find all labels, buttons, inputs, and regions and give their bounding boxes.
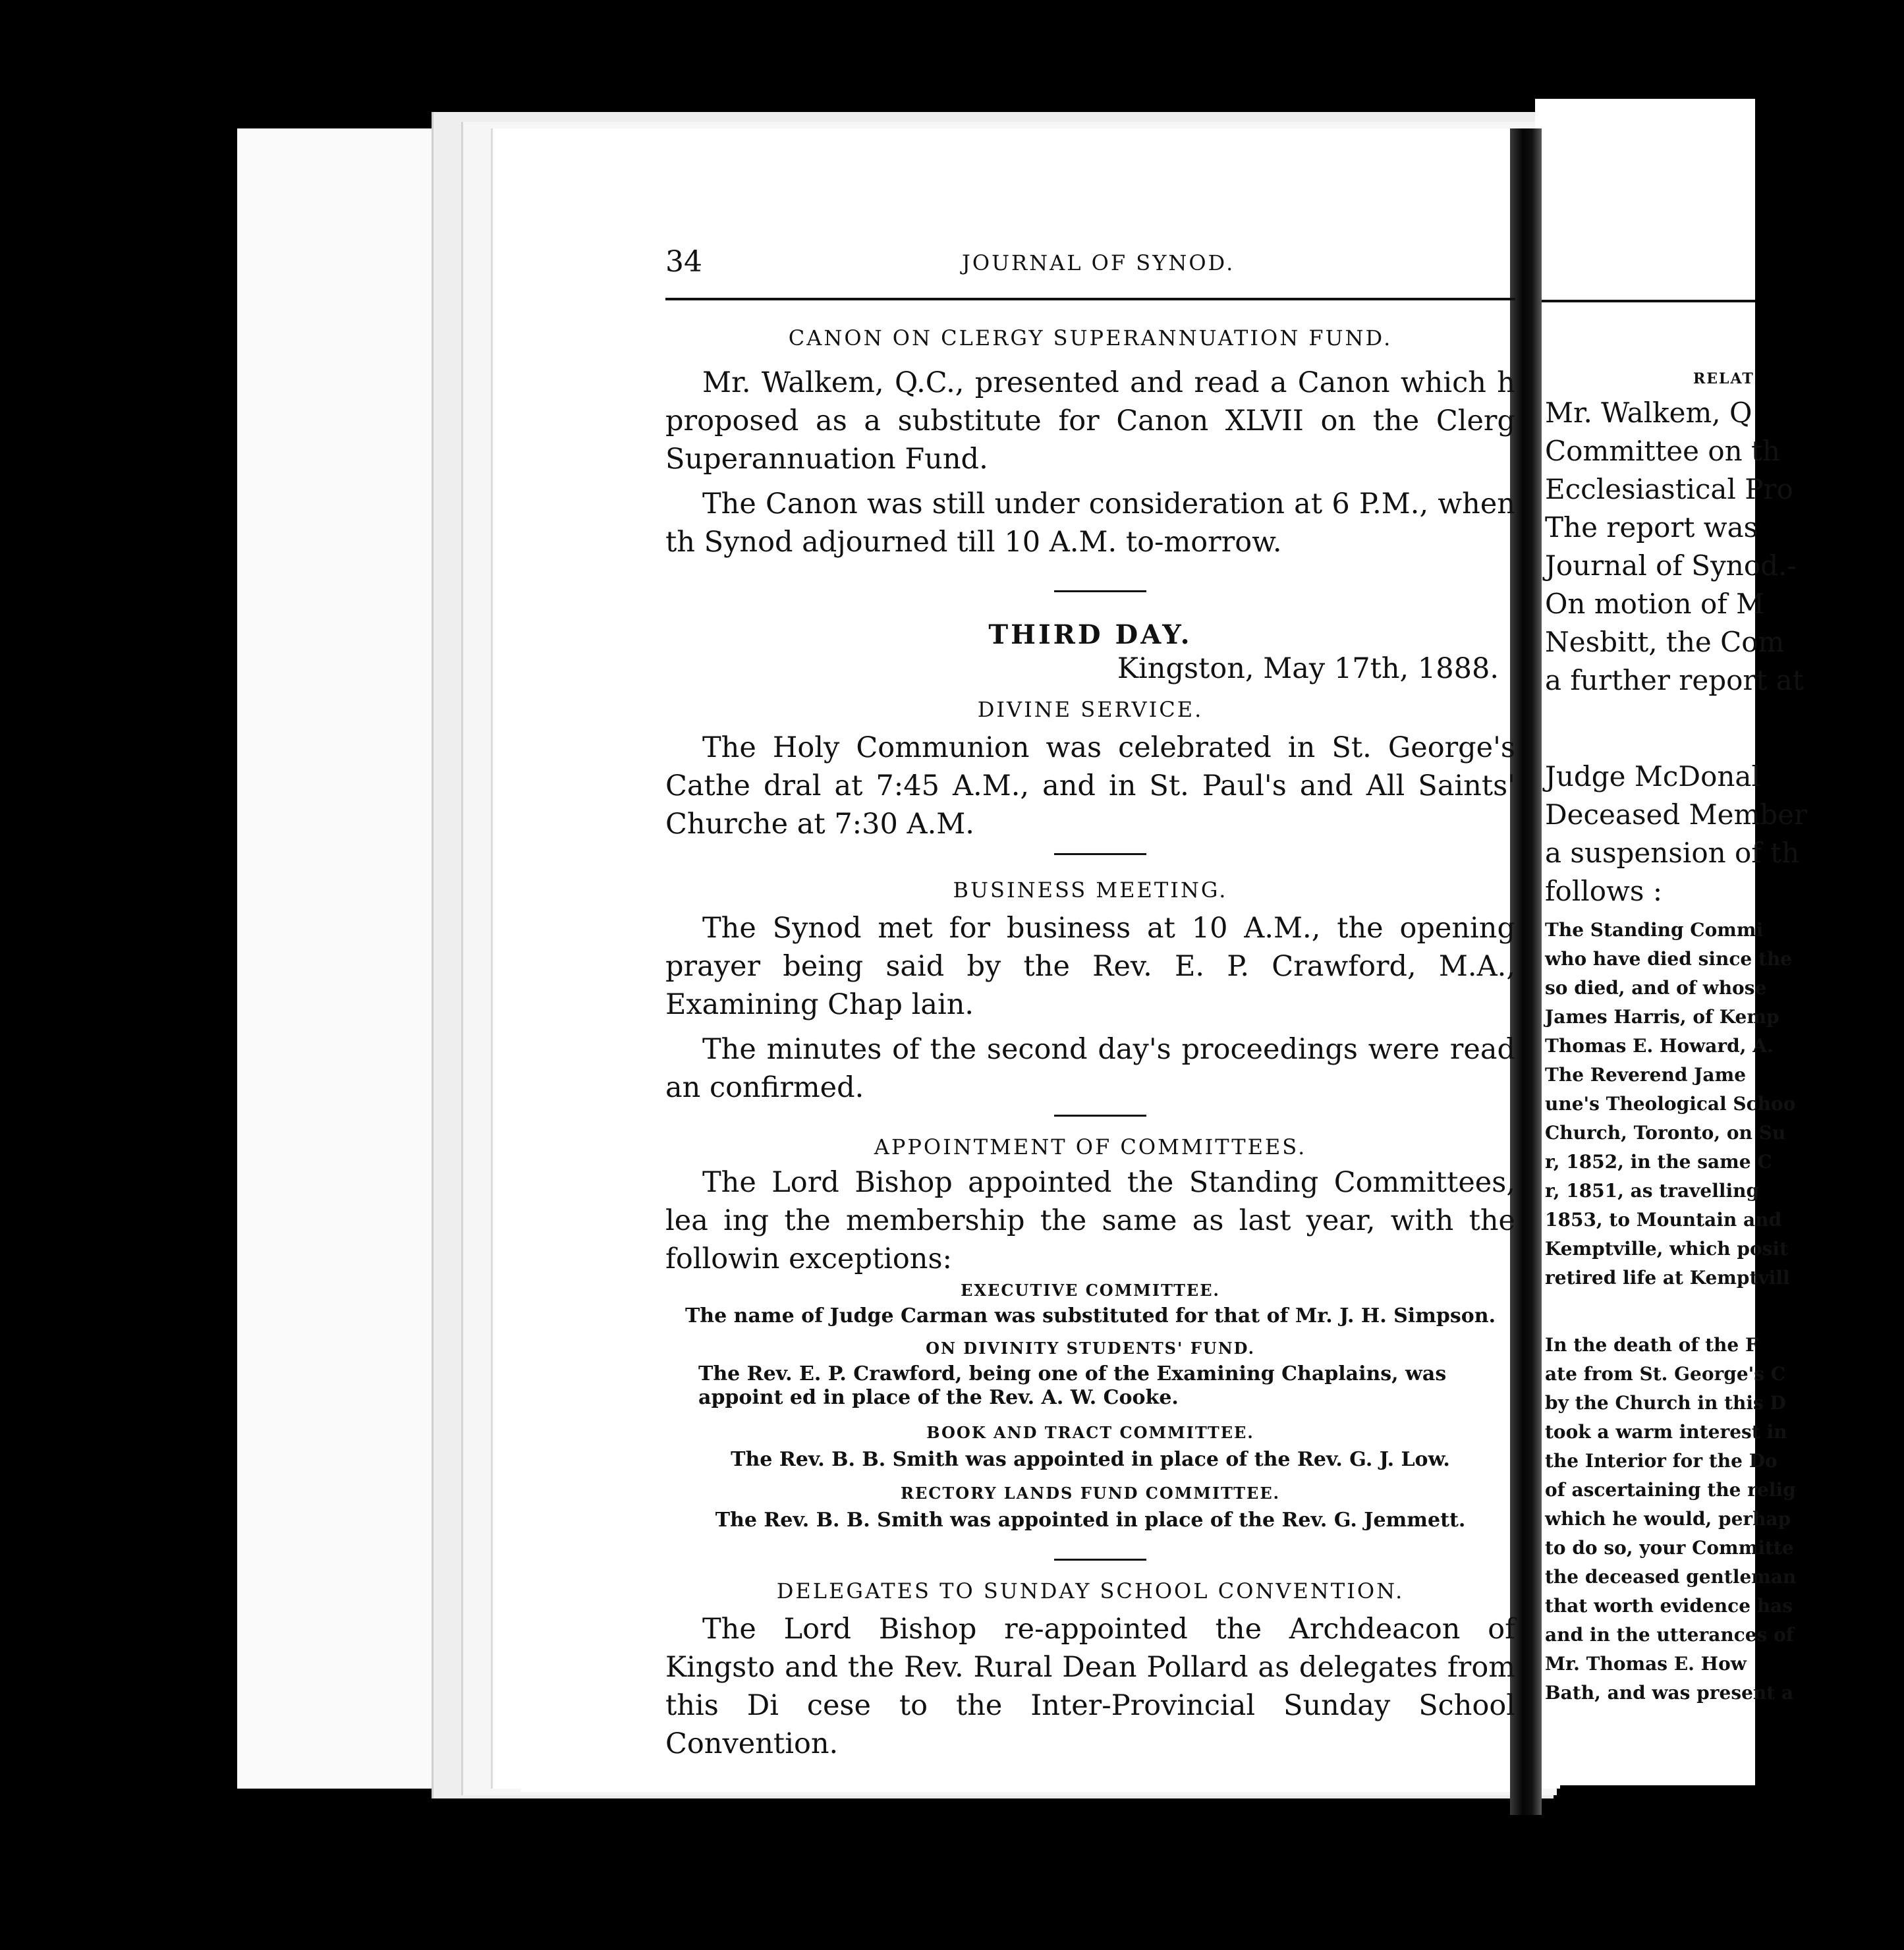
right-page-text-block-1 [1545,394,1804,700]
right-page-line: Kemptville, which posit [1545,1238,1789,1260]
right-page-line: a further report at [1545,664,1804,696]
paragraph-text: The Lord Bishop appointed the Standing Committees, lea ing the membership the same as last year, with the followin exceptions: [665,1166,1515,1275]
paragraph-text: The Synod met for business at 10 A.M., the opening prayer being said by the Rev. E. P. Crawford, M.A., Examining Chap lain. [665,912,1515,1021]
dateline: Kingston, May 17th, 1888. [1117,652,1499,685]
right-page-line: ate from St. George's C [1545,1363,1786,1385]
paragraph-text: The minutes of the second day's proceedings were read an confirmed. [665,1033,1515,1104]
right-page-line: James Harris, of Kemp [1545,1006,1779,1028]
section-divider [1054,1115,1146,1117]
executive-committee-heading: EXECUTIVE COMMITTEE. [961,1281,1220,1300]
right-page-line: The report was [1545,511,1758,543]
paragraph-text: The Canon was still under consideration at 6 P.M., when th Synod adjourned till 10 A.M. to-morrow. [665,488,1515,559]
committee-text: The name of Judge Carman was substituted for that of Mr. J. H. Simpson. [685,1304,1496,1327]
right-page-heading: RELAT [1693,370,1754,387]
right-page-line: The Reverend Jame [1545,1064,1747,1086]
right-page-line: r, 1851, as travelling [1545,1180,1760,1202]
section-divider [1054,590,1146,592]
right-page-line: Mr. Walkem, Q [1545,397,1752,429]
right-page-line: who have died since the [1545,948,1793,970]
delegates-heading: DELEGATES TO SUNDAY SCHOOL CONVENTION. [776,1578,1405,1603]
right-page-line: Ecclesiastical Pro [1545,473,1793,505]
right-page-line: une's Theological Schoo [1545,1093,1796,1115]
right-page-line: that worth evidence has [1545,1595,1793,1617]
right-page-line: to do so, your Committe [1545,1537,1794,1559]
right-page-line: Mr. Thomas E. How [1545,1653,1747,1675]
divinity-fund-text [665,1362,1515,1410]
right-page-line: Nesbitt, the Com [1545,626,1785,658]
paragraph-text: The Lord Bishop re-appointed the Archdeacon of Kingsto and the Rev. Rural Dean Pollard as delegates from this Di cese to the Inter-Provincial Sunday School Convention. [665,1613,1515,1760]
divinity-fund-heading: ON DIVINITY STUDENTS' FUND. [926,1339,1255,1358]
divine-service-paragraph [665,729,1515,843]
right-page-line: 1853, to Mountain and [1545,1209,1782,1231]
header-rule [665,298,1515,300]
right-page-small-block-2 [1545,1331,1797,1708]
executive-committee-text [665,1304,1515,1328]
canon-paragraph-2 [665,485,1515,561]
right-page-line: retired life at Kemptvill [1545,1267,1790,1289]
appointment-paragraph [665,1163,1515,1278]
right-page-line: The Standing Commi [1545,919,1764,941]
right-page-line: Committee on th [1545,435,1780,467]
right-page-line: Bath, and was present a [1545,1682,1794,1704]
book-tract-heading: BOOK AND TRACT COMMITTEE. [926,1423,1254,1442]
divine-service-heading: DIVINE SERVICE. [977,697,1204,722]
third-day-heading: THIRD DAY. [988,619,1192,650]
right-page-line: r, 1852, in the same C [1545,1151,1772,1173]
right-page-line: On motion of M [1545,588,1765,620]
page-header [665,245,1509,285]
committee-text: The Rev. B. B. Smith was appointed in place of the Rev. G. Jemmett. [715,1509,1466,1532]
page-number: 34 [665,245,702,279]
right-page-line: Journal of Synod.- [1545,549,1797,582]
rectory-lands-heading: RECTORY LANDS FUND COMMITTEE. [901,1484,1280,1503]
right-page-line: the deceased gentleman [1545,1566,1797,1588]
right-page-line: by the Church in this D [1545,1392,1786,1414]
right-page-line: Judge McDonal [1545,760,1760,793]
right-page-text-block-2 [1545,758,1808,910]
rectory-lands-text [665,1509,1515,1532]
paragraph-text: The Holy Communion was celebrated in St. George's Cathe dral at 7:45 A.M., and in St. Paul's and All Saints' Churche at 7:30 A.M. [665,731,1515,841]
business-paragraph-2 [665,1030,1515,1107]
right-page-line: so died, and of whose [1545,977,1767,999]
right-page-line: of ascertaining the relig [1545,1479,1796,1501]
canon-paragraph-1 [665,364,1515,478]
book-tract-text [665,1448,1515,1472]
delegates-paragraph [665,1610,1515,1763]
committee-text: The Rev. E. P. Crawford, being one of the Examining Chaplains, was appoint ed in place of the Rev. A. W. Cooke. [698,1362,1447,1409]
right-page-line: Deceased Member [1545,798,1808,831]
right-page-line: took a warm interest in [1545,1421,1787,1443]
section-divider [1054,1559,1146,1561]
right-page-line: a suspension of th [1545,837,1800,869]
business-paragraph-1 [665,909,1515,1024]
paragraph-text: Mr. Walkem, Q.C., presented and read a Canon which h proposed as a substitute for Canon XLVII on the Clerg Superannuation Fund. [665,366,1515,476]
right-page-line: which he would, perhap [1545,1508,1791,1530]
appointment-heading: APPOINTMENT OF COMMITTEES. [874,1134,1307,1159]
running-head: JOURNAL OF SYNOD. [962,250,1235,275]
committee-text: The Rev. B. B. Smith was appointed in place of the Rev. G. J. Low. [731,1448,1450,1471]
right-page-line: follows : [1545,875,1662,907]
canon-heading: CANON ON CLERGY SUPERANNUATION FUND. [788,325,1393,350]
business-meeting-heading: BUSINESS MEETING. [953,878,1228,903]
section-divider [1054,853,1146,855]
right-page-line: In the death of the F [1545,1334,1758,1356]
right-page-line: the Interior for the Do [1545,1450,1778,1472]
right-page-line: and in the utterances of [1545,1624,1794,1646]
right-page-line: Thomas E. Howard, A. [1545,1035,1774,1057]
right-page-line: Church, Toronto, on Su [1545,1122,1786,1144]
right-page-header-rule [1542,300,1755,302]
right-page-small-block-1 [1545,916,1796,1293]
